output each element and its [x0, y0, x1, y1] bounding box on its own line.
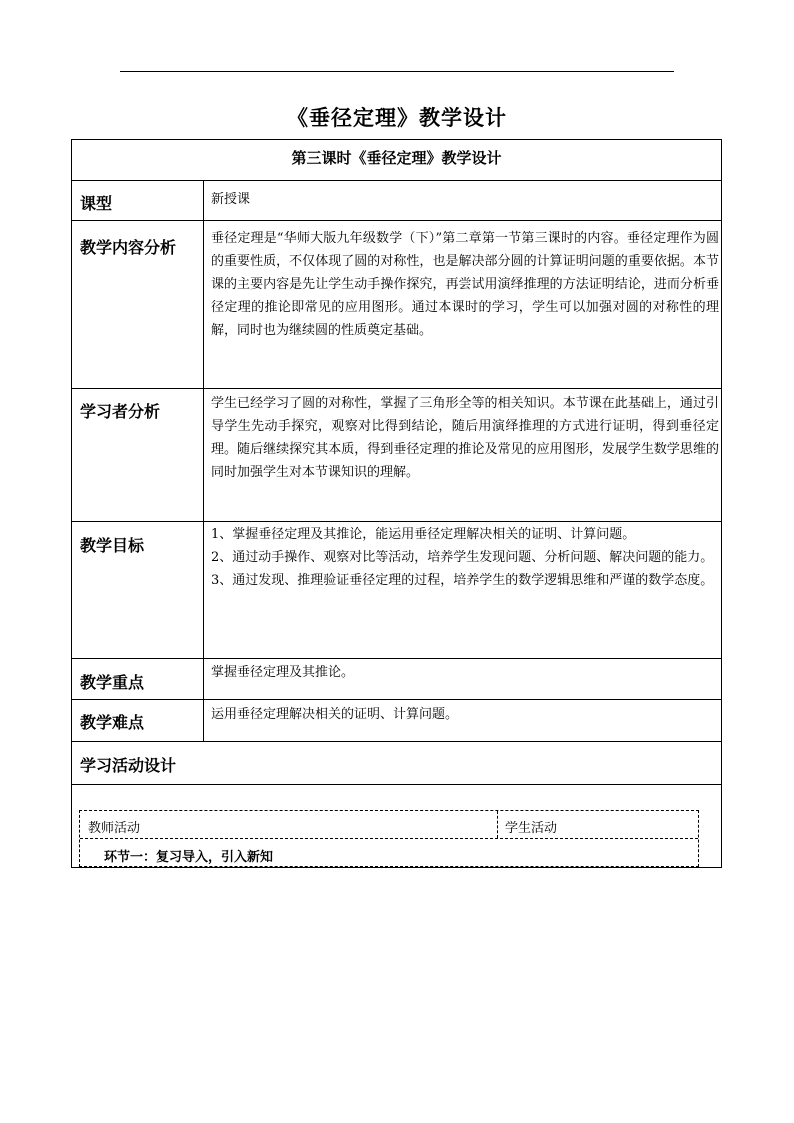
row-content-learner-analysis [211, 392, 719, 484]
row-label-teaching-objectives: 教学目标 [80, 536, 145, 555]
row-divider [72, 220, 721, 221]
row-label-difficult-points: 教学难点 [80, 713, 145, 732]
activity-design-label: 学习活动设计 [80, 756, 177, 775]
row-label-learner-analysis: 学习者分析 [80, 402, 161, 421]
row-divider [72, 388, 721, 389]
lesson-title: 第三课时《垂径定理》教学设计 [291, 149, 502, 167]
document-title: 《垂径定理》教学设计 [287, 106, 507, 130]
objective-item: 2、通过动手操作、观察对比等活动，培养学生发现问题、分析问题、解决问题的能力。 [211, 550, 714, 565]
stage-heading: 环节一：复习导入，引入新知 [104, 850, 274, 865]
header-rule [120, 71, 674, 72]
row-divider [72, 180, 721, 181]
lesson-plan-table [71, 139, 722, 868]
activity-table-column-divider [497, 811, 498, 838]
content-paragraph: 学生已经学习了圆的对称性，掌握了三角形全等的相关知识。本节课在此基础上，通过引导学生先动手探究，观察对比得到结论，随后用演绎推理的方式进行证明，得到垂径定理。随后继续探究其本质，得到垂径定理的推论及常见的应用图形，发展学生数学思维的同时加强学生对本节课知识的理解。 [211, 396, 719, 480]
activity-table-row-divider [80, 838, 698, 839]
content-paragraph: 垂径定理是“华师大版九年级数学（下）”第二章第一节第三课时的内容。垂径定理作为圆的重要性质，不仅体现了圆的对称性，也是解决部分圆的计算证明问题的重要依据。本节课的主要内容是先让学生动手操作探究，再尝试用演绎推理的方法证明结论，进而分析垂径定理的推论即常见的应用图形。通过本课时的学习，学生可以加强对圆的对称性的理解，同时也为继续圆的性质奠定基础。 [211, 231, 719, 338]
row-content-difficult-points [211, 703, 719, 726]
row-content-content-analysis [211, 227, 719, 342]
content-paragraph: 运用垂径定理解决相关的证明、计算问题。 [211, 707, 459, 722]
row-divider [72, 521, 721, 522]
row-divider [72, 784, 721, 785]
row-divider [72, 741, 721, 742]
student-activity-header: 学生活动 [505, 821, 558, 836]
row-content-lesson-type [211, 188, 719, 211]
row-content-teaching-objectives [211, 523, 719, 592]
activity-table [79, 810, 699, 867]
objective-item: 3、通过发现、推理验证垂径定理的过程，培养学生的数学逻辑思维和严谨的数学态度。 [211, 573, 714, 588]
row-divider [72, 699, 721, 700]
row-label-lesson-type: 课型 [80, 194, 113, 213]
objective-item: 1、掌握垂径定理及其推论，能运用垂径定理解决相关的证明、计算问题。 [211, 527, 636, 542]
teacher-activity-header: 教师活动 [88, 821, 141, 836]
column-divider [203, 180, 204, 741]
content-paragraph: 掌握垂径定理及其推论。 [211, 665, 355, 680]
row-label-key-points: 教学重点 [80, 673, 145, 692]
content-paragraph: 新授课 [211, 192, 251, 207]
row-label-content-analysis: 教学内容分析 [80, 238, 177, 257]
row-divider [72, 658, 721, 659]
row-content-key-points [211, 661, 719, 684]
